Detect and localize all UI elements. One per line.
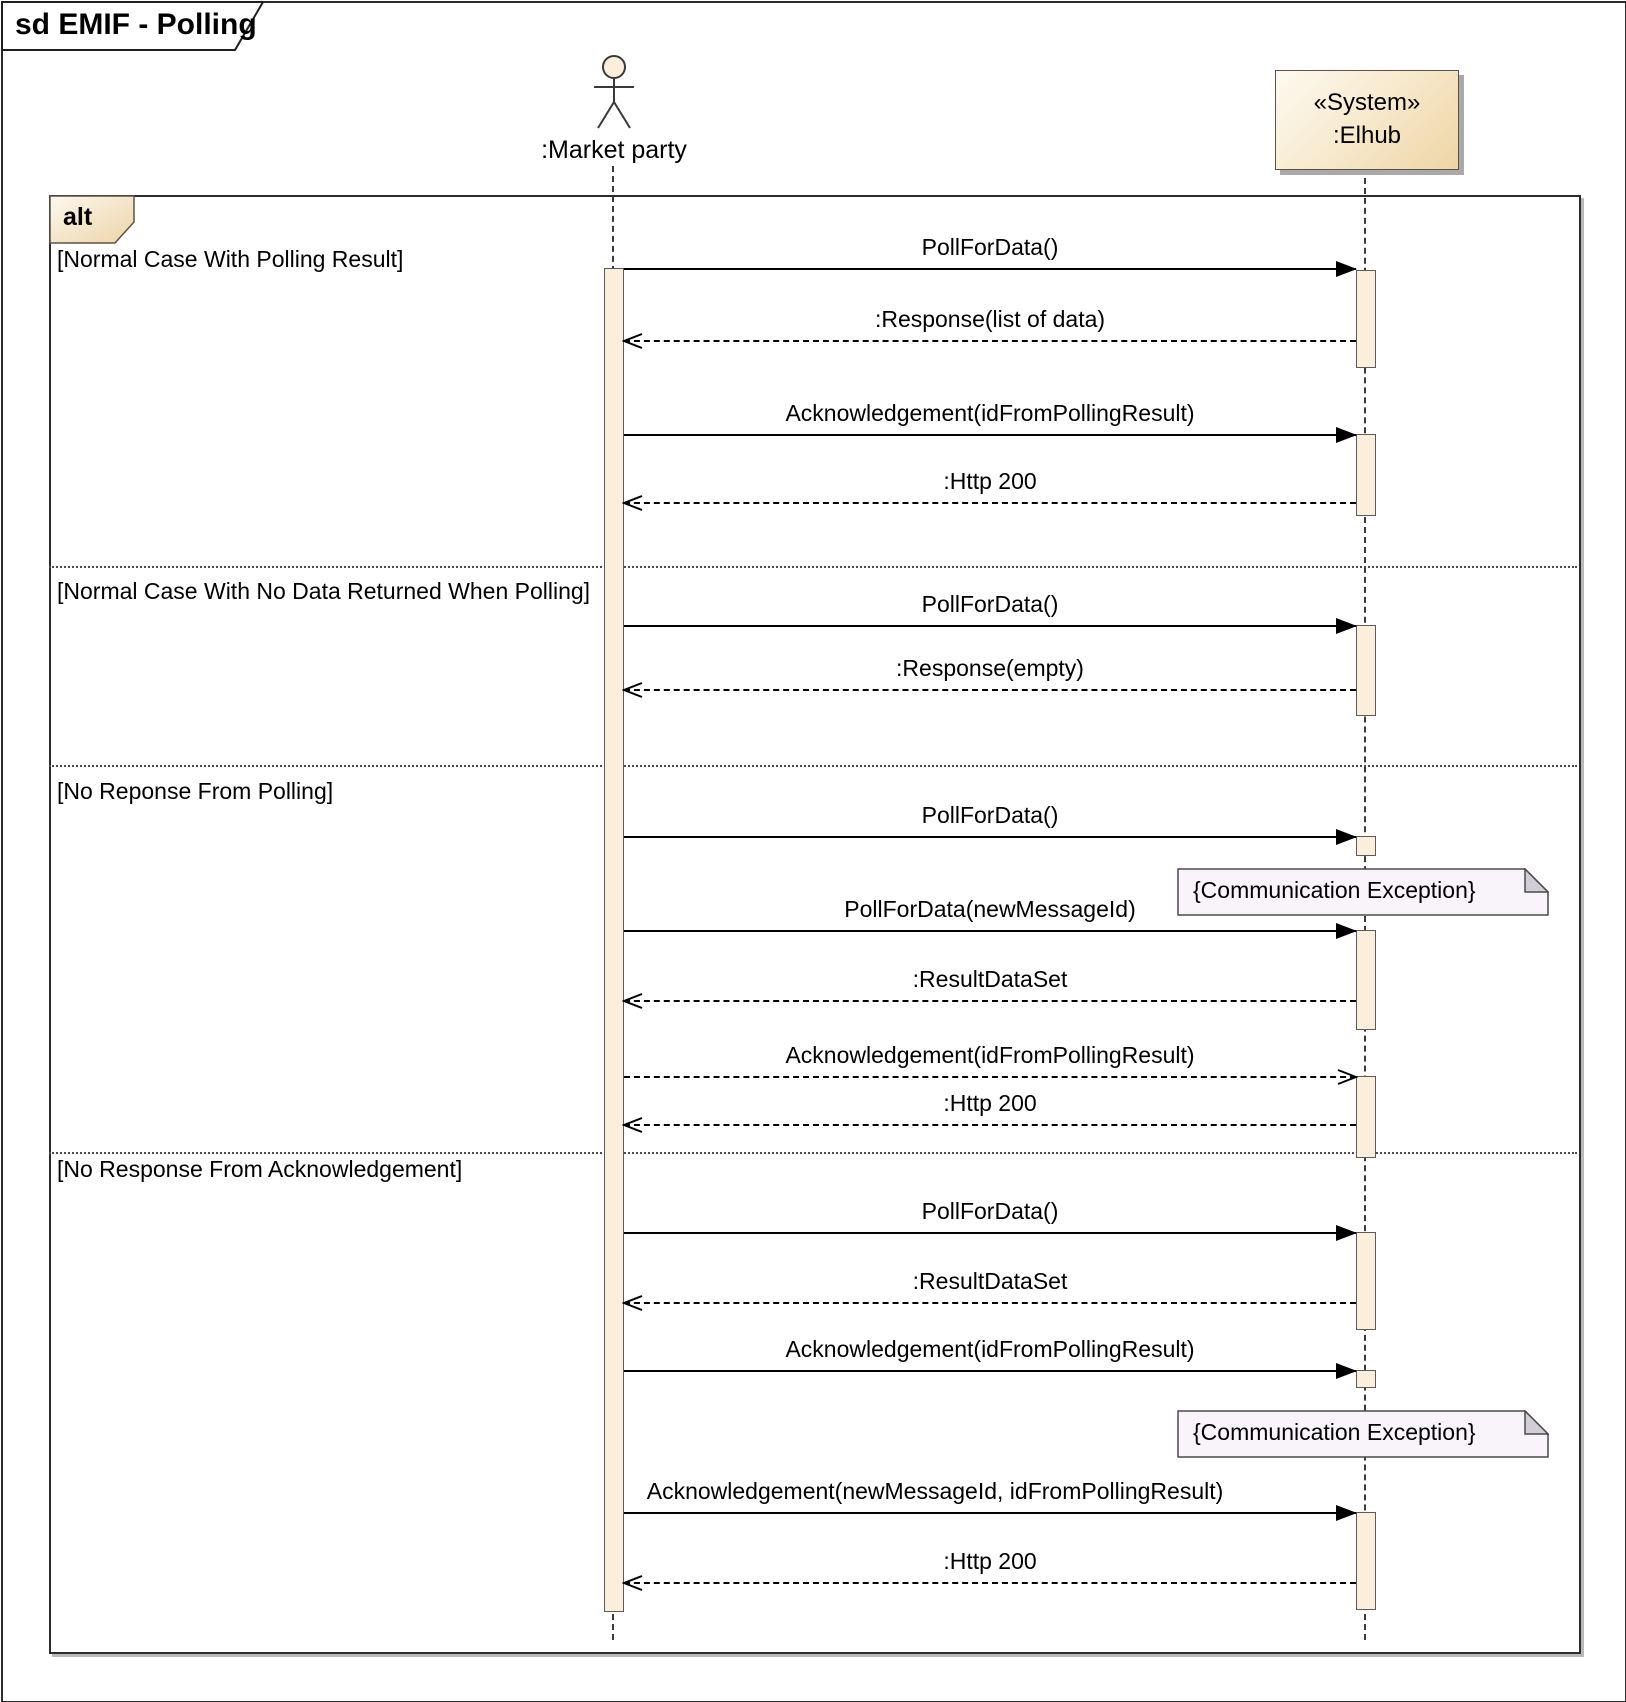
guard-no-response-from-acknowledgement: [No Response From Acknowledgement] bbox=[57, 1156, 463, 1182]
alt-operator-label: alt bbox=[63, 203, 93, 231]
elhub-stereotype: «System» bbox=[1313, 89, 1421, 116]
note-text: {Communication Exception} bbox=[1193, 877, 1476, 903]
message-label: Acknowledgement(idFromPollingResult) bbox=[785, 1336, 1195, 1362]
arrowhead-filled-icon bbox=[1334, 617, 1358, 635]
message-label: :Http 200 bbox=[943, 1090, 1037, 1116]
alt-section-divider bbox=[49, 1152, 1577, 1154]
diagram-title: sd EMIF - Polling bbox=[15, 8, 257, 41]
activation-bar-elhub bbox=[1356, 1076, 1376, 1158]
note-text: {Communication Exception} bbox=[1193, 1419, 1476, 1445]
arrowhead-filled-icon bbox=[1334, 922, 1358, 940]
alt-section-divider bbox=[49, 765, 1577, 767]
message-line bbox=[624, 1232, 1356, 1234]
arrowhead-open-icon bbox=[622, 1294, 646, 1312]
message-label: :Http 200 bbox=[943, 468, 1037, 494]
message-line bbox=[624, 1124, 1356, 1126]
arrowhead-open-icon bbox=[622, 1116, 646, 1134]
message-line bbox=[624, 625, 1356, 627]
message-label: Acknowledgement(newMessageId, idFromPollingResult) bbox=[646, 1478, 1224, 1504]
message-line bbox=[624, 268, 1356, 270]
arrowhead-filled-icon bbox=[1334, 1362, 1358, 1380]
lifeline-label-market-party: :Market party bbox=[541, 136, 687, 164]
arrowhead-open-icon bbox=[622, 992, 646, 1010]
guard-no-reponse-from-polling: [No Reponse From Polling] bbox=[57, 778, 334, 804]
alt-section-divider bbox=[49, 566, 1577, 568]
arrowhead-filled-icon bbox=[1334, 260, 1358, 278]
lifeline-label-elhub: :Elhub bbox=[1332, 122, 1402, 149]
arrowhead-open-icon bbox=[622, 494, 646, 512]
activation-bar-elhub bbox=[1356, 625, 1376, 716]
message-label: PollForData() bbox=[921, 1198, 1059, 1224]
activation-bar-elhub bbox=[1356, 270, 1376, 368]
message-line bbox=[624, 340, 1356, 342]
activation-bar-elhub bbox=[1356, 1512, 1376, 1610]
message-label: :ResultDataSet bbox=[912, 1268, 1068, 1294]
arrowhead-open-icon bbox=[622, 681, 646, 699]
message-label: PollForData() bbox=[921, 591, 1059, 617]
lifeline-head-elhub bbox=[1275, 70, 1459, 170]
message-line bbox=[624, 1302, 1356, 1304]
message-label: :Http 200 bbox=[943, 1548, 1037, 1574]
note-communication-exception-1 bbox=[1177, 868, 1549, 916]
message-label: :Response(list of data) bbox=[874, 306, 1106, 332]
arrowhead-open-icon bbox=[622, 332, 646, 350]
message-label: Acknowledgement(idFromPollingResult) bbox=[785, 1042, 1195, 1068]
note-communication-exception-2 bbox=[1177, 1410, 1549, 1458]
message-label: PollForData() bbox=[921, 802, 1059, 828]
arrowhead-filled-icon bbox=[1334, 828, 1358, 846]
actor-icon bbox=[584, 54, 644, 132]
message-line bbox=[624, 689, 1356, 691]
arrowhead-filled-icon bbox=[1334, 1224, 1358, 1242]
message-line bbox=[624, 502, 1356, 504]
activation-bar-elhub bbox=[1356, 1232, 1376, 1330]
arrowhead-filled-icon bbox=[1334, 1504, 1358, 1522]
guard-normal-case-polling-result: [Normal Case With Polling Result] bbox=[57, 246, 404, 272]
message-line bbox=[624, 1582, 1356, 1584]
message-line bbox=[624, 1512, 1356, 1514]
message-line bbox=[624, 434, 1356, 436]
guard-normal-case-no-data: [Normal Case With No Data Returned When Polling] bbox=[57, 578, 591, 604]
message-label: :ResultDataSet bbox=[912, 966, 1068, 992]
message-line bbox=[624, 1000, 1356, 1002]
arrowhead-filled-icon bbox=[1334, 426, 1358, 444]
message-line bbox=[624, 1370, 1356, 1372]
message-line bbox=[624, 836, 1356, 838]
activation-bar-elhub bbox=[1356, 930, 1376, 1030]
message-label: :Response(empty) bbox=[896, 655, 1084, 681]
activation-bar-elhub bbox=[1356, 836, 1376, 856]
message-label: Acknowledgement(idFromPollingResult) bbox=[785, 400, 1195, 426]
message-label: PollForData() bbox=[921, 234, 1059, 260]
activation-bar-elhub bbox=[1356, 1370, 1376, 1388]
message-line bbox=[624, 1076, 1356, 1078]
message-label: PollForData(newMessageId) bbox=[844, 896, 1136, 922]
arrowhead-open-icon bbox=[622, 1574, 646, 1592]
activation-bar-elhub bbox=[1356, 434, 1376, 516]
arrowhead-open-icon bbox=[1334, 1068, 1358, 1086]
message-line bbox=[624, 930, 1356, 932]
activation-bar-market-party bbox=[604, 268, 624, 1612]
